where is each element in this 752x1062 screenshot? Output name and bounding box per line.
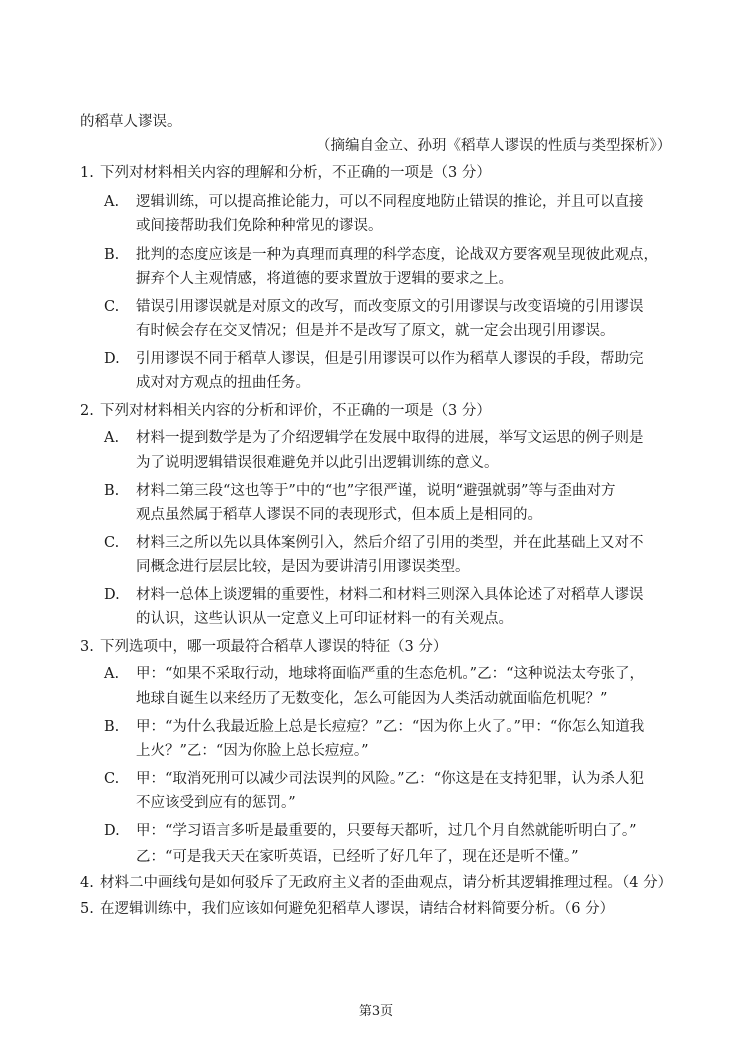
question-stem: 下列选项中，哪一项最符合稻草人谬误的特征（3 分） xyxy=(100,639,448,655)
option-text: 材料一总体上谈逻辑的重要性，材料二和材料三则深入具体论述了对稻草人谬误 xyxy=(136,587,644,603)
option-text: 乙：“可是我天天在家听英语，已经听了好几年了，现在还是听不懂。” xyxy=(136,849,579,865)
option-text: 甲：“如果不采取行动，地球将面临严重的生态危机。”乙：“这种说法太夸张了， xyxy=(136,666,644,682)
option-text: 的认识，这些认识从一定意义上可印证材料一的有关观点。 xyxy=(136,611,513,627)
option-text: 地球自诞生以来经历了无数变化，怎么可能因为人类活动就面临危机呢？” xyxy=(136,691,608,707)
option-label: B. xyxy=(104,483,120,499)
question-stem: 下列对材料相关内容的理解和分析，不正确的一项是（3 分） xyxy=(100,165,491,181)
question-stem: 下列对材料相关内容的分析和评价，不正确的一项是（3 分） xyxy=(100,403,491,419)
question-number: 3. xyxy=(80,639,94,655)
option-text: 上火？”乙：“因为你脸上总长痘痘。” xyxy=(136,743,369,759)
option-text: 观点虽然属于稻草人谬误不同的表现形式，但本质上是相同的。 xyxy=(136,507,542,523)
intro-tail: 的稻草人谬误。 xyxy=(80,114,182,130)
option-text: 成对对方观点的扭曲任务。 xyxy=(136,375,310,391)
question-number: 5. xyxy=(80,901,94,917)
option-label: C. xyxy=(104,771,120,787)
option-text: 材料一提到数学是为了介绍逻辑学在发展中取得的进展，举写文运思的例子则是 xyxy=(136,430,644,446)
option-text: 摒弃个人主观情感，将道德的要求置放于逻辑的要求之上。 xyxy=(136,271,513,287)
option-label: B. xyxy=(104,247,120,263)
option-text: 材料三之所以先以具体案例引入，然后介绍了引用的类型，并在此基础上又对不 xyxy=(136,535,644,551)
option-text: 甲：“学习语言多听是最重要的，只要每天都听，过几个月自然就能听明白了。” xyxy=(136,823,637,839)
page-number: 第3页 xyxy=(358,1004,394,1019)
option-text: 不应该受到应有的惩罚。” xyxy=(136,795,296,811)
option-text: 甲：“取消死刑可以减少司法误判的风险。”乙：“你这是在支持犯罪，认为杀人犯 xyxy=(136,771,644,787)
option-label: D. xyxy=(104,587,120,603)
option-label: A. xyxy=(104,430,120,446)
option-label: A. xyxy=(104,666,120,682)
option-text: 为了说明逻辑错误很难避免并以此引出逻辑训练的意义。 xyxy=(136,455,499,471)
option-text: 或间接帮助我们免除种种常见的谬误。 xyxy=(136,218,383,234)
question-stem: 材料二中画线句是如何驳斥了无政府主义者的歪曲观点，请分析其逻辑推理过程。（4 分） xyxy=(100,875,673,891)
option-label: C. xyxy=(104,299,120,315)
question-stem: 在逻辑训练中，我们应该如何避免犯稻草人谬误，请结合材料简要分析。（6 分） xyxy=(100,901,615,917)
question-number: 1. xyxy=(80,165,94,181)
source-citation: （摘编自金立、孙玥《稻草人谬误的性质与类型探析》） xyxy=(316,138,672,154)
option-text: 逻辑训练，可以提高推论能力，可以不同程度地防止错误的推论，并且可以直接 xyxy=(136,194,644,210)
option-text: 引用谬误不同于稻草人谬误，但是引用谬误可以作为稻草人谬误的手段，帮助完 xyxy=(136,351,644,367)
option-text: 错误引用谬误就是对原文的改写，而改变原文的引用谬误与改变语境的引用谬误 xyxy=(136,299,644,315)
option-label: A. xyxy=(104,194,120,210)
option-text: 材料二第三段“这也等于”中的“也”字很严谨，说明“避强就弱”等与歪曲对方 xyxy=(136,483,616,499)
option-text: 有时候会存在交叉情况；但是并不是改写了原文，就一定会出现引用谬误。 xyxy=(136,323,615,339)
option-label: D. xyxy=(104,351,120,367)
option-label: C. xyxy=(104,535,120,551)
question-number: 4. xyxy=(80,875,94,891)
option-text: 批判的态度应该是一种为真理而真理的科学态度，论战双方要客观呈现彼此观点， xyxy=(136,247,658,263)
option-label: D. xyxy=(104,823,120,839)
option-text: 同概念进行层层比较，是因为要讲清引用谬误类型。 xyxy=(136,559,470,575)
question-number: 2. xyxy=(80,403,94,419)
option-label: B. xyxy=(104,719,120,735)
option-text: 甲：“为什么我最近脸上总是长痘痘？”乙：“因为你上火了。”甲：“你怎么知道我 xyxy=(136,719,645,735)
